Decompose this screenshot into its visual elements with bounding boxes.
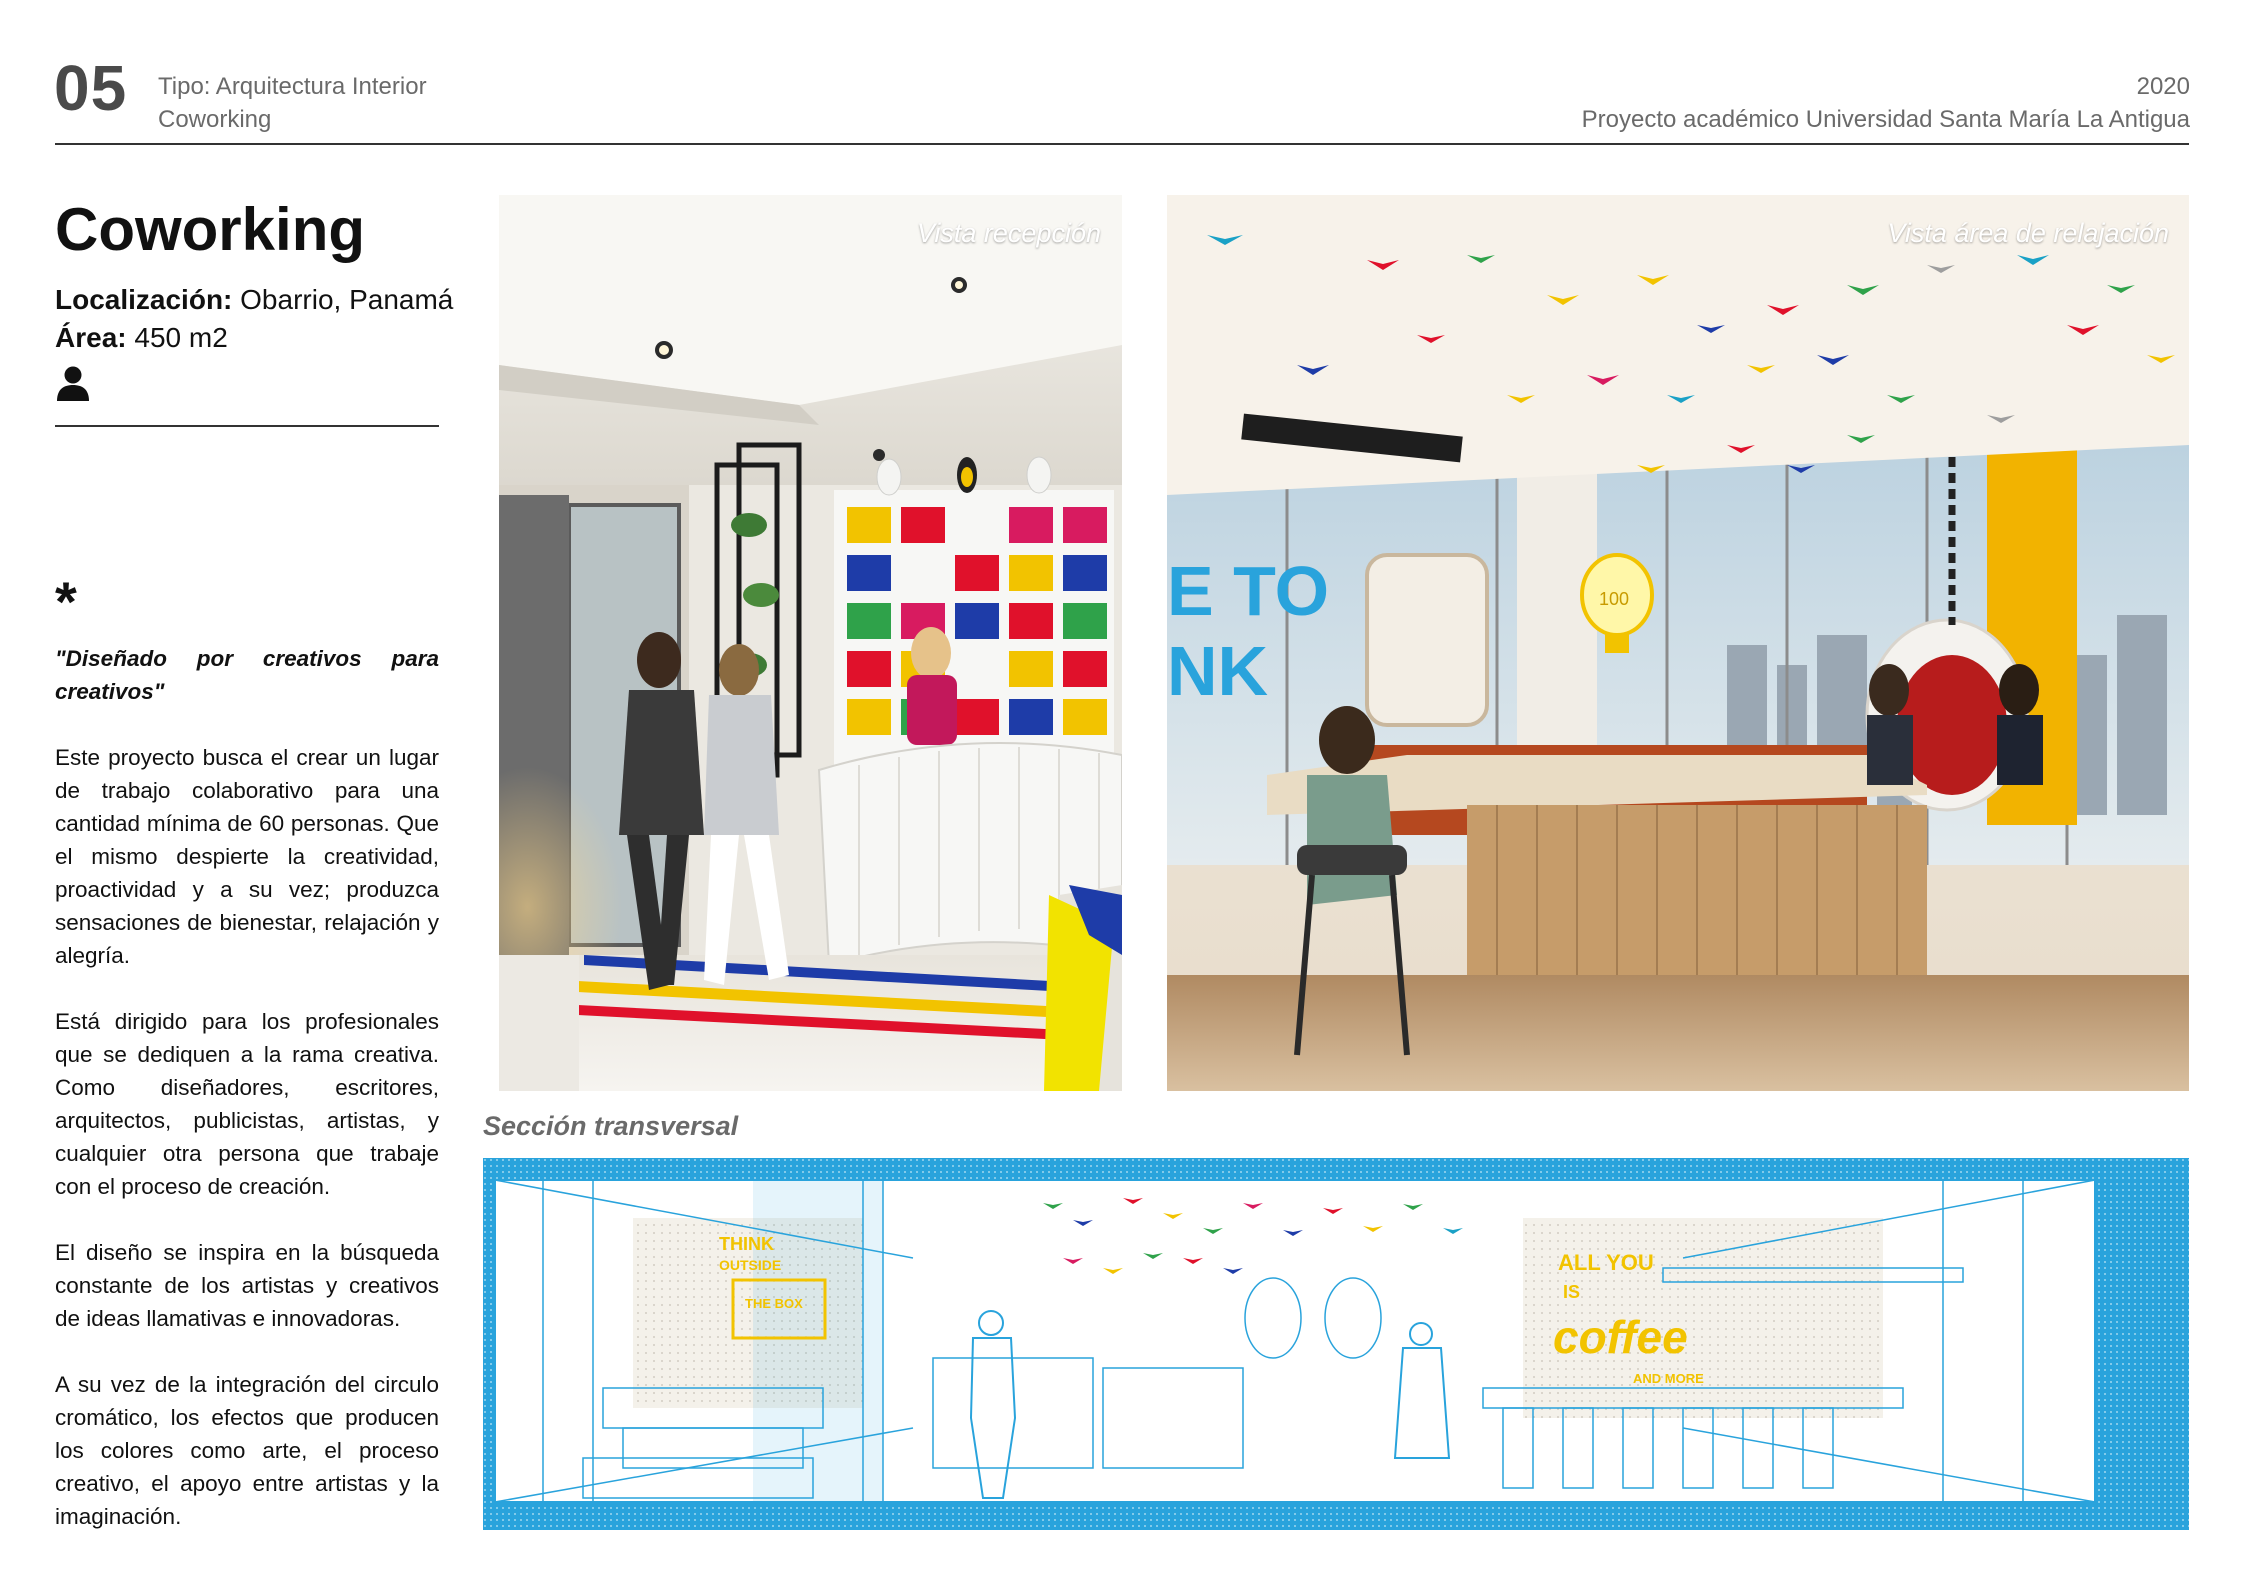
area-value: 450 m2 <box>126 322 228 353</box>
person-icon <box>56 365 90 401</box>
svg-text:E TO: E TO <box>1167 552 1330 630</box>
and-more-text: AND MORE <box>1633 1371 1704 1386</box>
asterisk-mark: * <box>55 570 77 633</box>
project-type: Tipo: Arquitectura Interior <box>158 73 427 100</box>
area-label: Área: <box>55 322 127 353</box>
reception-caption: Vista recepción <box>916 218 1101 248</box>
paragraph-2: Está dirigido para los profesionales que se dediquen a la rama creativa. Como diseñadores, escritores, arquitectos, publicistas, artistas, y cualquier otra persona que trabaje con el proceso de creación. <box>55 1009 439 1199</box>
outside-text: OUTSIDE <box>719 1257 782 1273</box>
the-box-text: THE BOX <box>745 1296 803 1311</box>
location-label: Localización: <box>55 284 233 315</box>
project-quote: "Diseñado por creativos para creativos" <box>55 646 439 704</box>
left-divider <box>55 425 439 427</box>
relax-caption: Vista área de relajación <box>1887 218 2169 248</box>
location-row <box>55 281 453 319</box>
project-type-block <box>158 70 427 136</box>
coffee-text: coffee <box>1553 1311 1688 1363</box>
all-you-text: ALL YOU <box>1558 1250 1654 1275</box>
project-year: 2020 <box>2136 73 2190 100</box>
paragraph-1: Este proyecto busca el crear un lugar de trabajo colaborativo para una cantidad mínima de 60 personas. Que el mismo despierte la creatividad, proactividad y a su vez; produzca sensaciones de bienestar, relajación y alegría. <box>55 745 439 968</box>
description <box>55 642 439 1566</box>
project-category: Coworking <box>158 106 272 133</box>
location-value: Obarrio, Panamá <box>232 284 454 315</box>
svg-text:NK: NK <box>1167 632 1269 710</box>
cross-section-drawing <box>483 1158 2189 1530</box>
think-text: THINK <box>719 1234 774 1254</box>
project-academic: Proyecto académico Universidad Santa María La Antigua <box>1581 106 2190 133</box>
project-title: Coworking <box>55 196 365 263</box>
relax-area-render <box>1167 195 2189 1091</box>
area-row <box>55 319 453 357</box>
section-label: Sección transversal <box>483 1111 739 1141</box>
project-info-block <box>1582 70 2190 136</box>
is-text: IS <box>1563 1282 1581 1302</box>
paragraph-3: El diseño se inspira en la búsqueda constante de los artistas y creativos de ideas llamativas e innovadoras. <box>55 1240 439 1331</box>
header-divider <box>55 143 2189 145</box>
reception-render <box>499 195 1122 1091</box>
paragraph-4: A su vez de la integración del circulo cromático, los efectos que producen los colores como arte, el proceso creativo, el apoyo entre artistas y la imaginación. <box>55 1372 439 1529</box>
page-number: 05 <box>54 52 128 124</box>
project-meta <box>55 281 453 357</box>
svg-text:100: 100 <box>1599 589 1630 609</box>
